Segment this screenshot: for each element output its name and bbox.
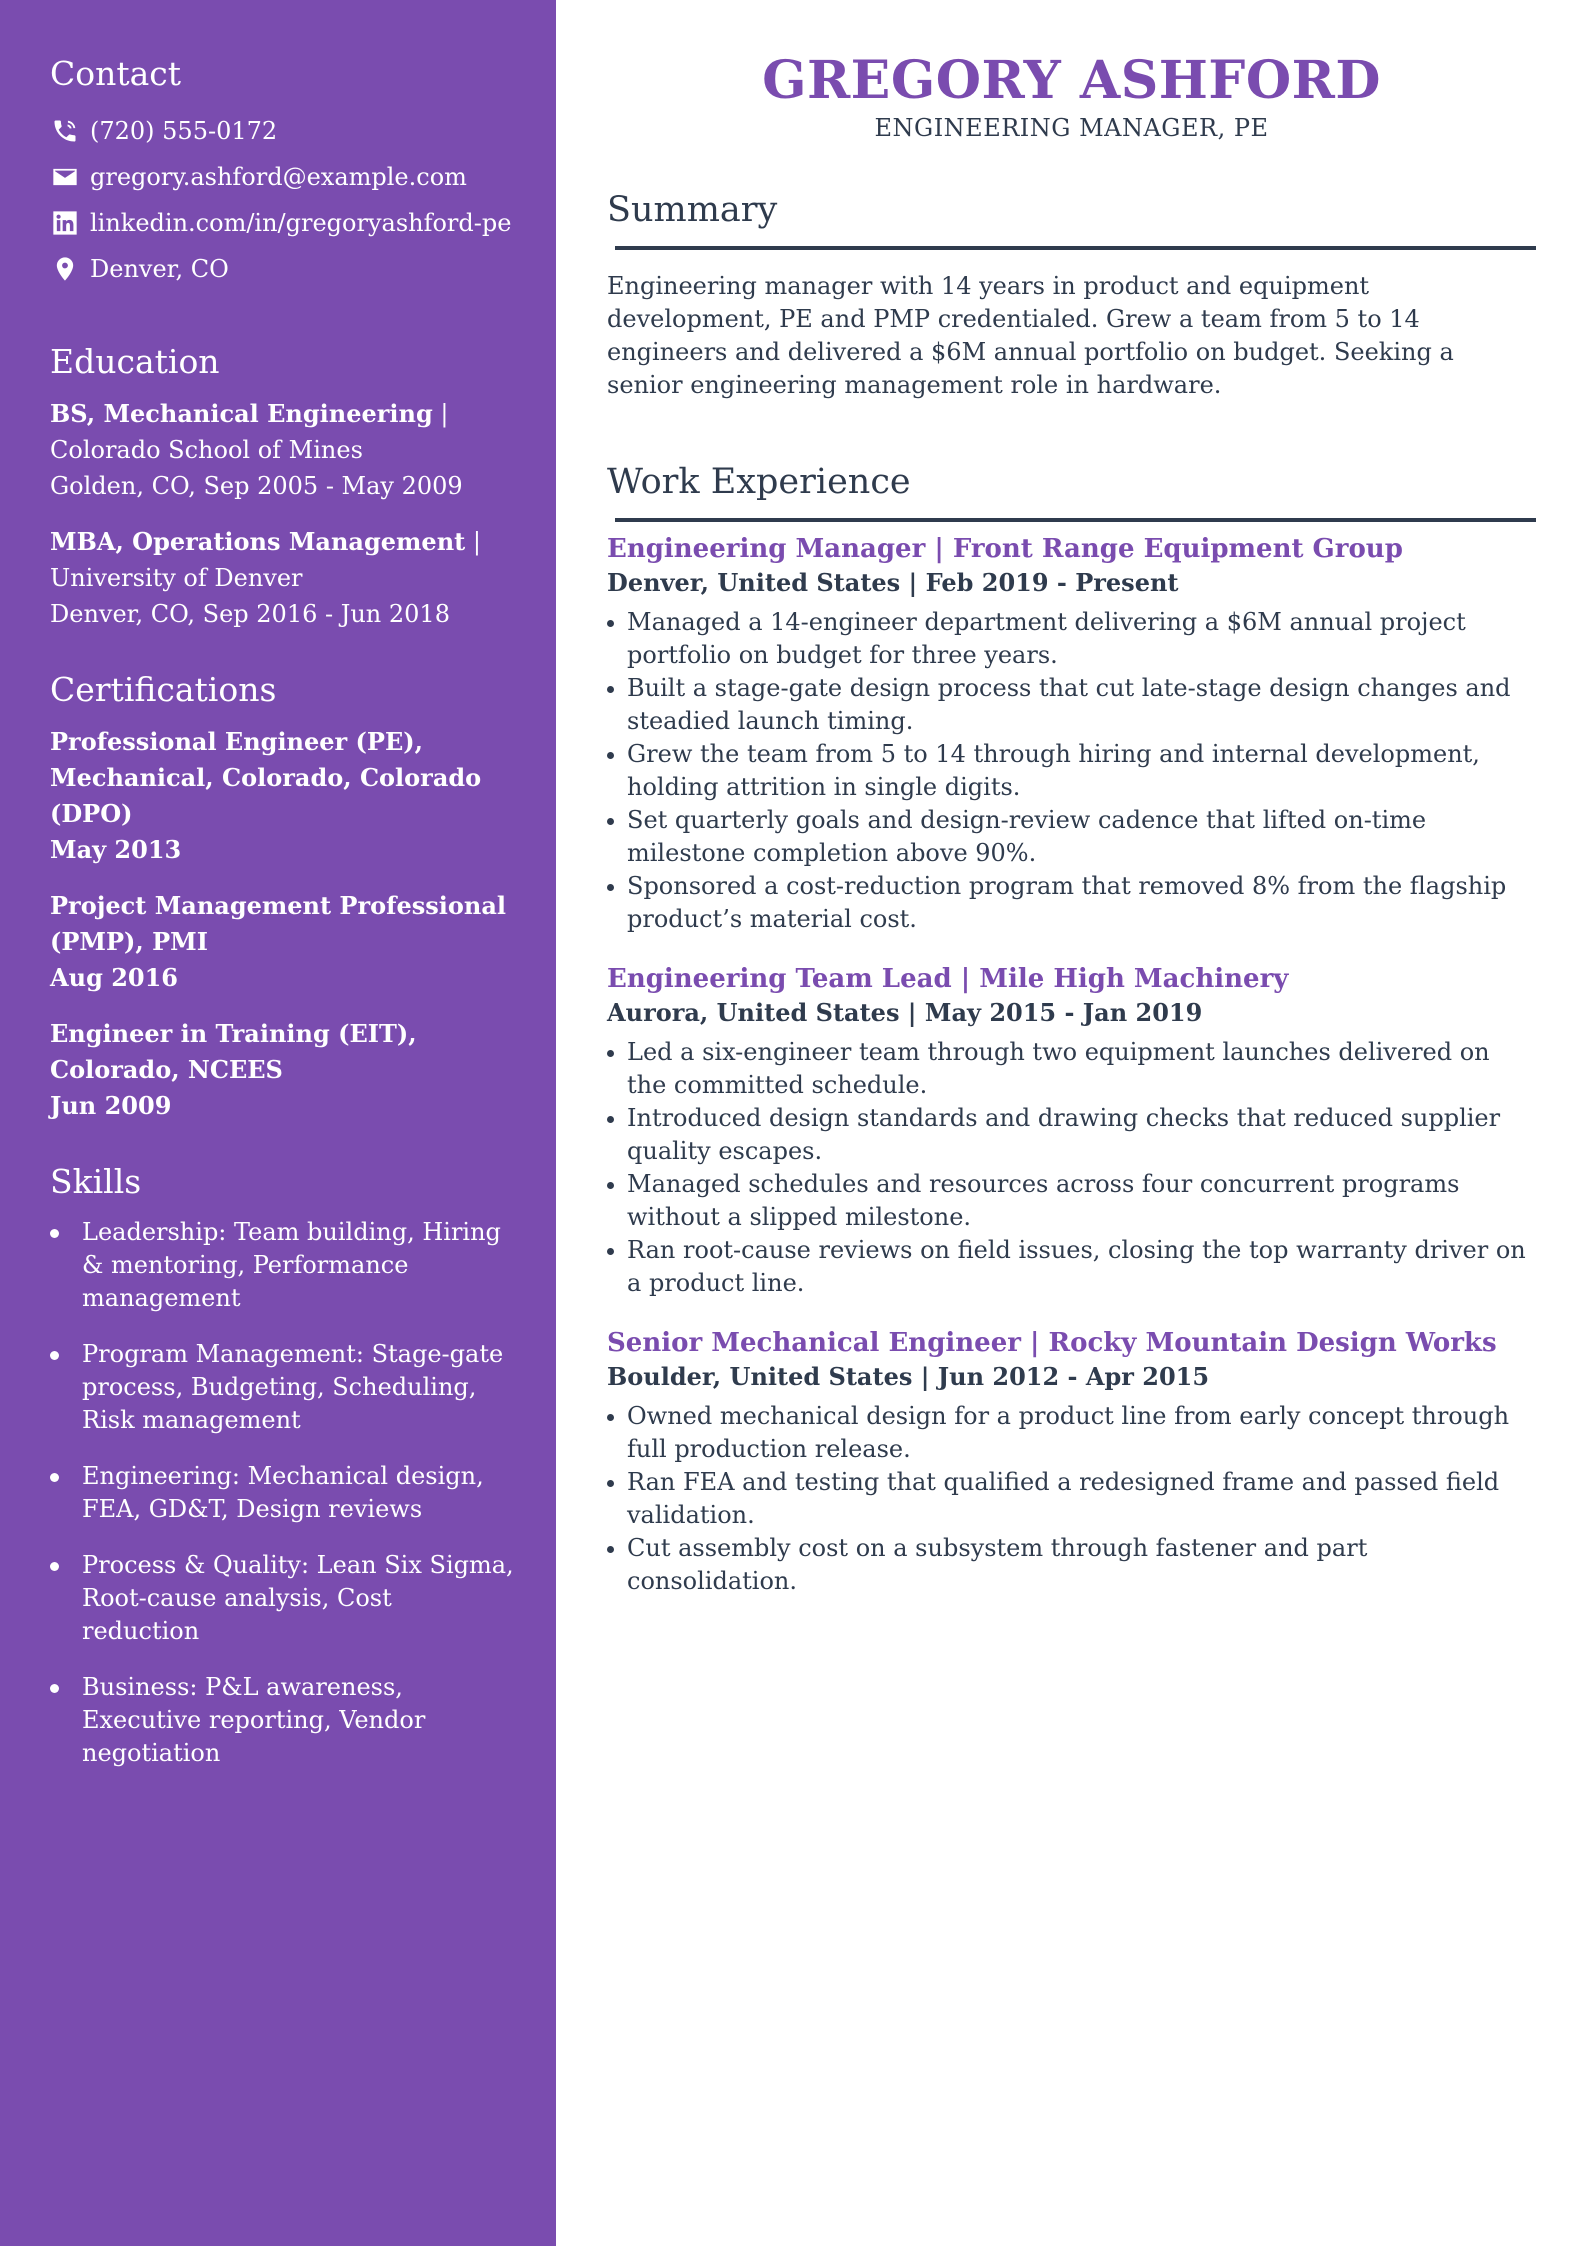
job-bullet: Ran root-cause reviews on field issues, closing the top warranty driver on a product line. bbox=[607, 1234, 1536, 1300]
certification-item bbox=[50, 1016, 516, 1124]
job-bullets bbox=[607, 1400, 1536, 1598]
education-separator: | bbox=[465, 528, 481, 556]
contact-email bbox=[50, 154, 516, 200]
job-bullet: Managed schedules and resources across four concurrent programs without a slipped milestone. bbox=[607, 1168, 1536, 1234]
job-bullets bbox=[607, 1036, 1536, 1300]
job-entry bbox=[607, 532, 1536, 936]
certifications-section bbox=[50, 670, 516, 1124]
certification-date: Jun 2009 bbox=[50, 1091, 172, 1120]
experience-section bbox=[607, 460, 1536, 1598]
summary-heading: Summary bbox=[607, 190, 778, 230]
certification-date: Aug 2016 bbox=[50, 963, 179, 992]
job-bullet: Ran FEA and testing that qualified a redesigned frame and passed field validation. bbox=[607, 1466, 1536, 1532]
phone-text: (720) 555-0172 bbox=[90, 117, 278, 145]
job-entry bbox=[607, 962, 1536, 1300]
education-degree: MBA, Operations Management bbox=[50, 527, 466, 556]
job-bullet: Led a six-engineer team through two equipment launches delivered on the committed schedule. bbox=[607, 1036, 1536, 1102]
education-section bbox=[50, 342, 516, 632]
education-heading: Education bbox=[50, 342, 220, 381]
job-title: Senior Mechanical Engineer | Rocky Mountain Design Works bbox=[607, 1328, 1497, 1358]
job-bullet: Cut assembly cost on a subsystem through fastener and part consolidation. bbox=[607, 1532, 1536, 1598]
contact-location bbox=[50, 246, 516, 292]
education-detail: Denver, CO, Sep 2016 - Jun 2018 bbox=[50, 600, 450, 628]
education-detail: Golden, CO, Sep 2005 - May 2009 bbox=[50, 472, 463, 500]
job-bullet: Set quarterly goals and design-review cadence that lifted on-time milestone completion above 90%. bbox=[607, 804, 1536, 870]
certification-date: May 2013 bbox=[50, 835, 182, 864]
education-degree: BS, Mechanical Engineering bbox=[50, 399, 433, 428]
location-pin-icon bbox=[50, 254, 80, 284]
linkedin-text: linkedin.com/in/gregoryashford-pe bbox=[90, 209, 512, 237]
contact-list bbox=[50, 108, 516, 292]
job-bullet: Managed a 14-engineer department delivering a $6M annual project portfolio on budget for three years. bbox=[607, 606, 1536, 672]
job-bullets bbox=[607, 606, 1536, 936]
certification-name: Engineer in Training (EIT), Colorado, NCEES bbox=[50, 1019, 417, 1084]
section-divider bbox=[615, 518, 1536, 522]
skills-list bbox=[50, 1216, 516, 1770]
job-meta: Boulder, United States | Jun 2012 - Apr 2015 bbox=[607, 1362, 1210, 1391]
job-meta: Denver, United States | Feb 2019 - Present bbox=[607, 568, 1179, 597]
section-divider bbox=[615, 246, 1536, 250]
education-school: University of Denver bbox=[50, 564, 303, 592]
education-item bbox=[50, 396, 516, 504]
skill-item: Program Management: Stage-gate process, Budgeting, Scheduling, Risk management bbox=[50, 1338, 516, 1437]
job-title: Engineering Team Lead | Mile High Machinery bbox=[607, 964, 1289, 994]
candidate-title: ENGINEERING MANAGER, PE bbox=[874, 114, 1269, 142]
contact-linkedin bbox=[50, 200, 516, 246]
job-entry bbox=[607, 1326, 1536, 1598]
education-separator: | bbox=[432, 400, 449, 428]
resume-header bbox=[607, 50, 1536, 144]
email-text: gregory.ashford@example.com bbox=[90, 163, 467, 191]
email-icon bbox=[50, 162, 80, 192]
location-text: Denver, CO bbox=[90, 255, 229, 283]
sidebar bbox=[0, 0, 556, 2246]
summary-section bbox=[607, 188, 1536, 402]
main-content bbox=[556, 0, 1588, 2246]
certification-name: Professional Engineer (PE), Mechanical, Colorado, Colorado (DPO) bbox=[50, 727, 482, 828]
contact-phone bbox=[50, 108, 516, 154]
education-item bbox=[50, 524, 516, 632]
candidate-name: GREGORY ASHFORD bbox=[762, 50, 1381, 111]
skill-item: Business: P&L awareness, Executive reporting, Vendor negotiation bbox=[50, 1671, 516, 1770]
spacer bbox=[50, 292, 516, 342]
certification-name: Project Management Professional (PMP), PMI bbox=[50, 891, 506, 956]
certifications-heading: Certifications bbox=[50, 670, 277, 709]
summary-text: Engineering manager with 14 years in product and equipment development, PE and PMP credentialed. Grew a team from 5 to 14 engineers and delivered a $6M annual portfolio on budget. Seeking a senior engineering management role in hardware. bbox=[607, 272, 1454, 399]
skill-item: Process & Quality: Lean Six Sigma, Root-cause analysis, Cost reduction bbox=[50, 1549, 516, 1648]
job-bullet: Grew the team from 5 to 14 through hiring and internal development, holding attrition in single digits. bbox=[607, 738, 1536, 804]
spacer bbox=[50, 1144, 516, 1162]
job-bullet: Owned mechanical design for a product line from early concept through full production release. bbox=[607, 1400, 1536, 1466]
skill-item: Engineering: Mechanical design, FEA, GD&T, Design reviews bbox=[50, 1460, 516, 1526]
contact-heading: Contact bbox=[50, 54, 182, 93]
phone-icon bbox=[50, 116, 80, 146]
job-meta: Aurora, United States | May 2015 - Jan 2019 bbox=[607, 998, 1203, 1027]
spacer bbox=[50, 652, 516, 670]
skills-heading: Skills bbox=[50, 1162, 142, 1201]
job-title: Engineering Manager | Front Range Equipment Group bbox=[607, 534, 1403, 564]
experience-heading: Work Experience bbox=[607, 462, 911, 502]
linkedin-icon bbox=[50, 208, 80, 238]
education-school: Colorado School of Mines bbox=[50, 436, 363, 464]
contact-section bbox=[50, 54, 516, 292]
job-bullet: Sponsored a cost-reduction program that removed 8% from the flagship product’s material cost. bbox=[607, 870, 1536, 936]
job-bullet: Built a stage-gate design process that cut late-stage design changes and steadied launch timing. bbox=[607, 672, 1536, 738]
skills-section bbox=[50, 1162, 516, 1770]
certification-item bbox=[50, 724, 516, 868]
job-bullet: Introduced design standards and drawing checks that reduced supplier quality escapes. bbox=[607, 1102, 1536, 1168]
skill-item: Leadership: Team building, Hiring & mentoring, Performance management bbox=[50, 1216, 516, 1315]
certification-item bbox=[50, 888, 516, 996]
